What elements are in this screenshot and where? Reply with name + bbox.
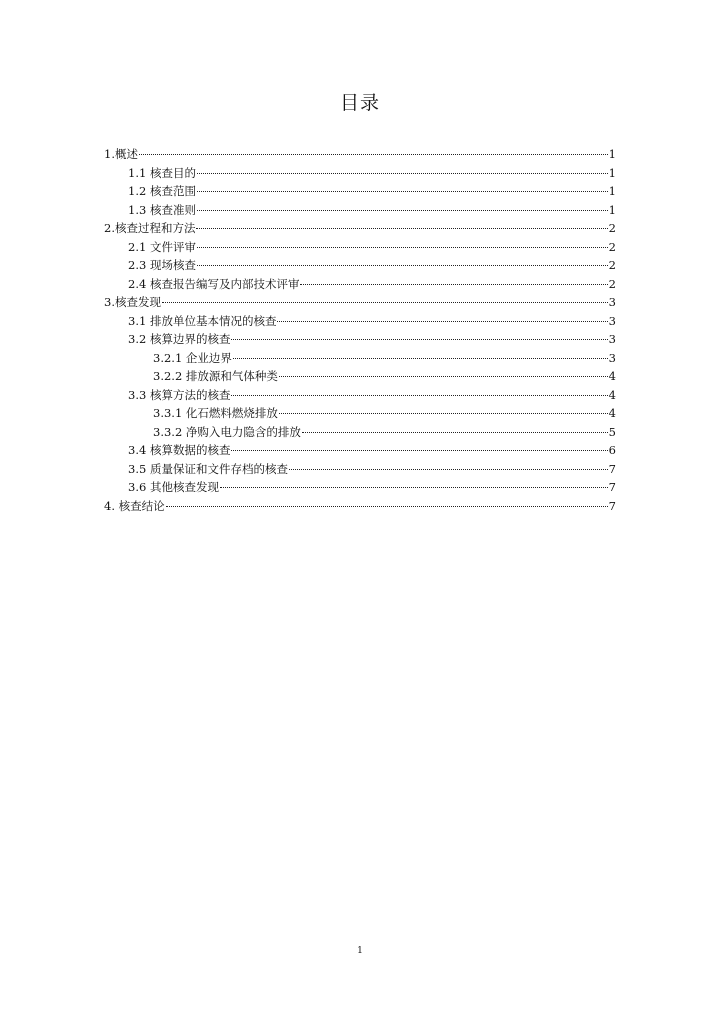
toc-entry[interactable]	[104, 164, 616, 183]
toc-entry-label: 3.3.1 化石燃料燃烧排放	[153, 406, 278, 420]
toc-entry-label: 3.2 核算边界的核查	[128, 332, 231, 346]
toc-entry-page: 2	[608, 258, 616, 272]
toc-leader-dots	[139, 154, 608, 155]
toc-leader-dots	[162, 302, 608, 303]
toc-leader-dots	[300, 284, 607, 285]
toc-entry[interactable]	[104, 330, 616, 349]
toc-leader-dots	[220, 487, 608, 488]
toc-entry-label: 2.1 文件评审	[128, 239, 196, 254]
toc-entry-label: 4. 核查结论	[104, 498, 165, 513]
toc-entry-label: 3.3.2 净购入电力隐含的排放	[153, 424, 301, 439]
toc-entry[interactable]	[104, 201, 616, 220]
toc-entry[interactable]	[104, 386, 616, 405]
toc-entry-page: 4	[608, 387, 616, 402]
page-number: 1	[357, 946, 363, 956]
toc-entry[interactable]	[104, 367, 616, 386]
toc-entry-page: 3	[608, 350, 616, 365]
toc-leader-dots	[166, 506, 608, 507]
toc-entry[interactable]	[104, 293, 616, 312]
toc-entry-page: 4	[608, 406, 616, 420]
toc-leader-dots	[197, 265, 608, 266]
toc-title: 目录	[339, 92, 380, 114]
toc-entry-label: 3.核查发现	[104, 295, 161, 309]
toc-leader-dots	[233, 358, 608, 359]
toc-entry-page: 7	[608, 480, 616, 494]
toc-entry[interactable]	[104, 145, 616, 164]
toc-entry[interactable]	[104, 182, 616, 201]
toc-entry[interactable]	[104, 404, 616, 423]
toc-entry-page: 3	[608, 313, 616, 328]
toc-leader-dots	[279, 413, 608, 414]
toc-entry-label: 3.3 核算方法的核查	[128, 387, 231, 402]
table-of-contents	[104, 145, 616, 515]
toc-entry-label: 2.核查过程和方法	[104, 221, 196, 235]
toc-entry-label: 3.2.1 企业边界	[153, 350, 232, 365]
toc-entry[interactable]	[104, 460, 616, 479]
toc-leader-dots	[197, 191, 608, 192]
toc-entry-page: 7	[608, 461, 616, 476]
toc-entry[interactable]	[104, 312, 616, 331]
toc-entry-page: 1	[608, 165, 616, 180]
toc-entry-label: 2.3 现场核查	[128, 258, 196, 272]
toc-entry-label: 3.6 其他核查发现	[128, 480, 219, 494]
toc-entry[interactable]	[104, 349, 616, 368]
toc-leader-dots	[197, 247, 608, 248]
toc-leader-dots	[231, 395, 607, 396]
toc-entry-page: 1	[608, 184, 616, 198]
toc-leader-dots	[231, 339, 607, 340]
toc-entry-page: 3	[608, 295, 616, 309]
toc-entry-page: 7	[608, 498, 616, 513]
toc-entry-page: 5	[608, 424, 616, 439]
toc-entry-label: 3.5 质量保证和文件存档的核查	[128, 461, 288, 476]
toc-entry-page: 2	[608, 276, 616, 291]
toc-leader-dots	[279, 376, 608, 377]
toc-entry[interactable]	[104, 497, 616, 516]
toc-entry-label: 1.概述	[104, 147, 138, 161]
toc-entry[interactable]	[104, 238, 616, 257]
toc-entry-page: 6	[608, 443, 616, 457]
toc-leader-dots	[302, 432, 608, 433]
toc-entry[interactable]	[104, 275, 616, 294]
toc-leader-dots	[231, 450, 607, 451]
toc-leader-dots	[197, 210, 608, 211]
toc-entry-label: 3.2.2 排放源和气体种类	[153, 369, 278, 383]
toc-entry-label: 1.1 核查目的	[128, 165, 196, 180]
toc-entry-page: 2	[608, 239, 616, 254]
toc-entry[interactable]	[104, 478, 616, 497]
toc-leader-dots	[197, 173, 608, 174]
toc-entry[interactable]	[104, 441, 616, 460]
toc-entry-label: 3.4 核算数据的核查	[128, 443, 231, 457]
toc-leader-dots	[289, 469, 608, 470]
toc-entry[interactable]	[104, 256, 616, 275]
toc-leader-dots	[196, 228, 607, 229]
toc-entry-label: 1.3 核查准则	[128, 202, 196, 217]
toc-entry-page: 4	[608, 369, 616, 383]
toc-entry-page: 2	[608, 221, 616, 235]
toc-entry[interactable]	[104, 219, 616, 238]
toc-entry-label: 1.2 核查范围	[128, 184, 196, 198]
toc-entry-page: 1	[608, 147, 616, 161]
toc-entry-label: 2.4 核查报告编写及内部技术评审	[128, 276, 300, 291]
toc-entry-label: 3.1 排放单位基本情况的核查	[128, 313, 277, 328]
toc-entry[interactable]	[104, 423, 616, 442]
toc-entry-page: 1	[608, 202, 616, 217]
toc-entry-page: 3	[608, 332, 616, 346]
toc-leader-dots	[277, 321, 607, 322]
